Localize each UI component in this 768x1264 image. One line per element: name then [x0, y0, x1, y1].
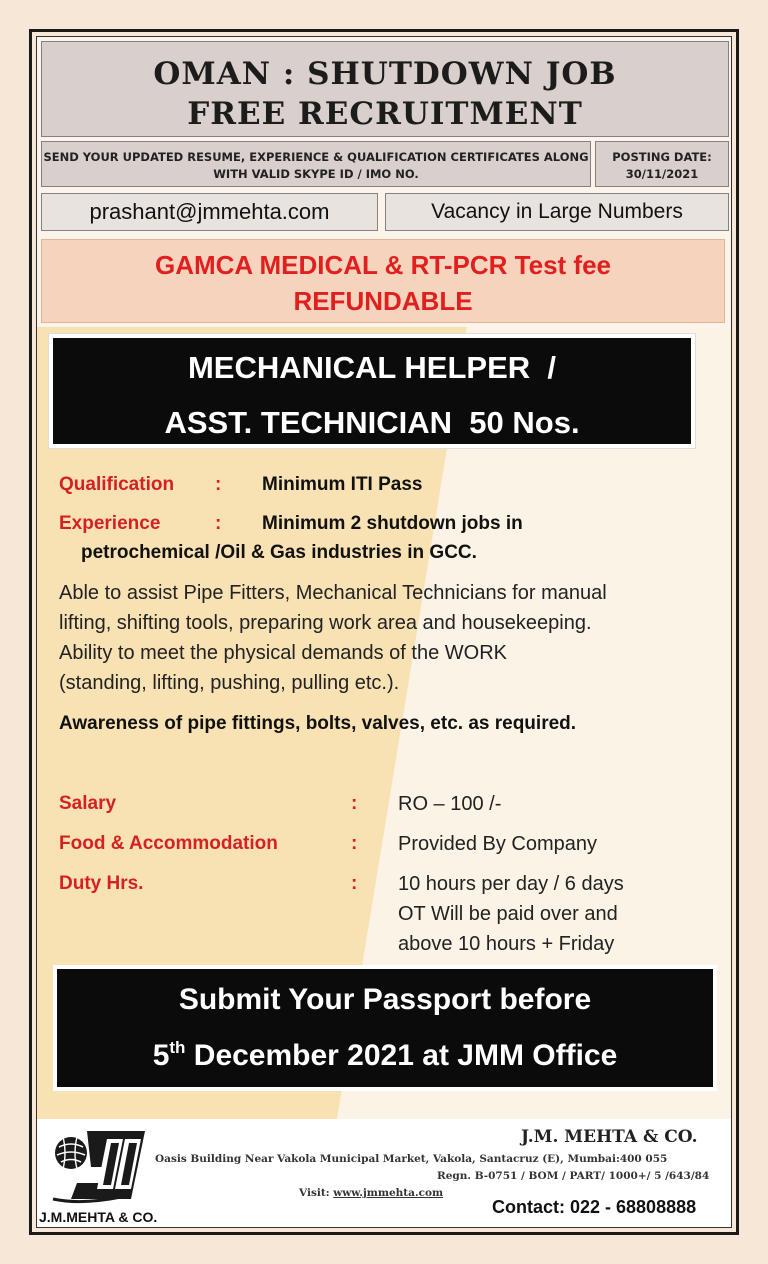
duty-label: Duty Hrs.	[59, 873, 144, 894]
company-name: J.M. MEHTA & CO.	[521, 1127, 698, 1147]
gamca-line1: GAMCA MEDICAL & RT-PCR Test fee	[155, 250, 611, 280]
salary-colon: :	[351, 793, 358, 814]
website-line	[299, 1187, 443, 1199]
instructions-box	[41, 141, 591, 187]
qualification-colon: :	[215, 474, 222, 495]
instructions-line1: SEND YOUR UPDATED RESUME, EXPERIENCE & QUALIFICATION CERTIFICATES ALONG	[43, 150, 589, 164]
job-title-line2: ASST. TECHNICIAN 50 Nos.	[164, 405, 580, 440]
contact-number: Contact: 022 - 68808888	[492, 1197, 697, 1217]
duty-value-line1: 10 hours per day / 6 days	[398, 873, 624, 895]
poster	[36, 36, 732, 1228]
header-title-line1: OMAN : SHUTDOWN JOB	[153, 56, 617, 92]
description-line4: (standing, lifting, pushing, pulling etc.).	[59, 672, 400, 694]
experience-label: Experience	[59, 513, 161, 534]
duty-value-line3: above 10 hours + Friday	[398, 933, 615, 955]
submit-line2	[57, 1028, 713, 1084]
logo-caption: J.M.MEHTA & CO.	[39, 1209, 158, 1225]
duty-colon: :	[351, 873, 358, 894]
vacancy-banner: Vacancy in Large Numbers	[385, 193, 729, 231]
qualification-label: Qualification	[59, 474, 175, 495]
gamca-refund-banner	[41, 239, 725, 323]
posting-date-value: 30/11/2021	[625, 167, 699, 181]
salary-value: RO – 100 /-	[398, 793, 502, 815]
posting-date-label: POSTING DATE:	[612, 150, 712, 164]
awareness-line: Awareness of pipe fittings, bolts, valves, etc. as required.	[59, 713, 577, 734]
job-title-line1: MECHANICAL HELPER /	[187, 350, 556, 385]
jm-globe-logo-icon	[51, 1129, 147, 1205]
company-address: Oasis Building Near Vakola Municipal Market, Vakola, Santacruz (E), Mumbai:400 055	[155, 1153, 668, 1165]
header-title-line2: FREE RECRUITMENT	[187, 96, 583, 132]
salary-label: Salary	[59, 793, 117, 814]
submit-day-suffix: th	[169, 1038, 186, 1057]
posting-date-box	[595, 141, 729, 187]
email-address[interactable]: prashant@jmmehta.com	[41, 193, 378, 231]
submit-day: 5	[152, 1039, 170, 1072]
instructions-line2: WITH VALID SKYPE ID / IMO NO.	[213, 167, 419, 181]
footer	[37, 1119, 732, 1228]
qualification-value: Minimum ITI Pass	[262, 474, 423, 495]
duty-value-line2: OT Will be paid over and	[398, 903, 618, 925]
website-link[interactable]: www.jmmehta.com	[333, 1187, 444, 1199]
food-colon: :	[351, 833, 358, 854]
gamca-line2: REFUNDABLE	[293, 286, 473, 316]
experience-value-line2: petrochemical /Oil & Gas industries in GCC.	[81, 542, 477, 563]
job-title-banner	[49, 334, 695, 448]
submit-line1: Submit Your Passport before	[178, 983, 592, 1016]
description-line2: lifting, shifting tools, preparing work area and housekeeping.	[59, 612, 592, 634]
description-line3: Ability to meet the physical demands of the WORK	[59, 642, 507, 664]
experience-colon: :	[215, 513, 222, 534]
company-registration: Regn. B-0751 / BOM / PART/ 1000+/ 5 /643/84	[437, 1170, 710, 1182]
food-label: Food & Accommodation	[59, 833, 278, 854]
description-line1: Able to assist Pipe Fitters, Mechanical Technicians for manual	[59, 582, 607, 604]
website-label: Visit:	[299, 1187, 334, 1199]
header-title-box	[41, 41, 729, 137]
submit-passport-banner	[53, 965, 717, 1091]
submit-line2-rest: December 2021 at JMM Office	[185, 1039, 618, 1072]
experience-value-line1: Minimum 2 shutdown jobs in	[262, 513, 523, 534]
food-value: Provided By Company	[398, 833, 597, 855]
